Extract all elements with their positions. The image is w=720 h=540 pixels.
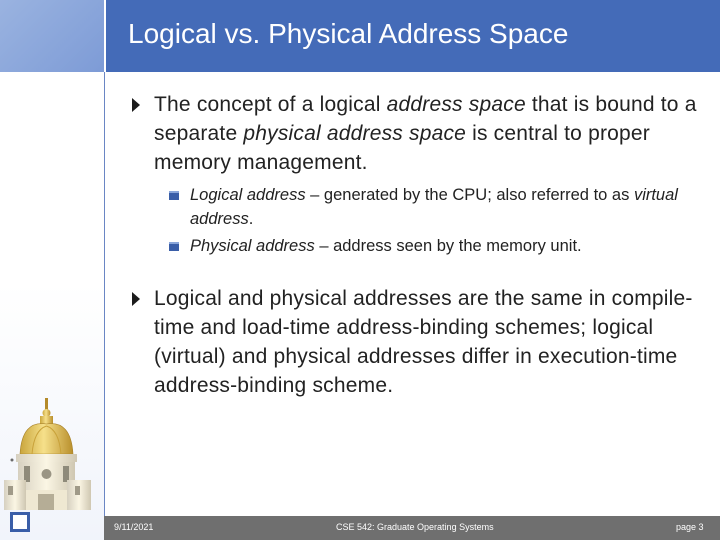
square-bullet-icon <box>169 191 179 200</box>
golden-dome-image <box>4 390 102 514</box>
left-margin-rule <box>104 72 105 516</box>
title-logo-panel <box>0 0 105 72</box>
bullet-1-text-e: is central to proper memory management. <box>154 122 650 174</box>
sub-bullet-1-2-term: Physical address <box>190 237 315 255</box>
footer-course: CSE 542: Graduate Operating Systems <box>336 522 494 532</box>
sub-bullet-1-1 <box>132 183 702 231</box>
bullet-1-text-a: The concept of a logical <box>154 93 387 116</box>
footer-bar <box>104 516 720 540</box>
bullet-1-text-b: address space <box>386 93 526 116</box>
title-underline <box>0 72 720 74</box>
sub-bullet-1-1-term2: virtual address <box>190 186 678 228</box>
slide-content <box>132 90 702 400</box>
sub-bullet-1-2 <box>132 234 702 258</box>
sub-bullet-1-1-term: Logical address <box>190 186 306 204</box>
sub-bullet-1-1-end: . <box>248 210 254 228</box>
title-divider <box>104 0 106 72</box>
title-bar <box>0 0 720 72</box>
slide-title: Logical vs. Physical Address Space <box>128 18 569 49</box>
bullet-1-text-c: that is bound to a separate <box>154 93 697 145</box>
footer-date: 9/11/2021 <box>114 522 154 532</box>
bullet-2-text: Logical and physical addresses are the same in compile-time and load-time address-binding schemes; logical (virtual) and physical addresses differ in execution-time address-binding scheme. <box>154 287 693 397</box>
sub-bullet-1-1-text: – generated by the CPU; also referred to as <box>305 186 634 204</box>
bullet-1-text-d: physical address space <box>243 122 467 145</box>
bullet-2 <box>132 284 702 400</box>
bullet-1 <box>132 90 702 177</box>
footer-page: page 3 <box>676 522 704 532</box>
footer-square-icon <box>10 512 30 532</box>
sub-bullet-1-2-text: – address seen by the memory unit. <box>314 237 582 255</box>
square-bullet-icon <box>169 242 179 251</box>
triangle-bullet-icon <box>132 292 140 306</box>
triangle-bullet-icon <box>132 98 140 112</box>
